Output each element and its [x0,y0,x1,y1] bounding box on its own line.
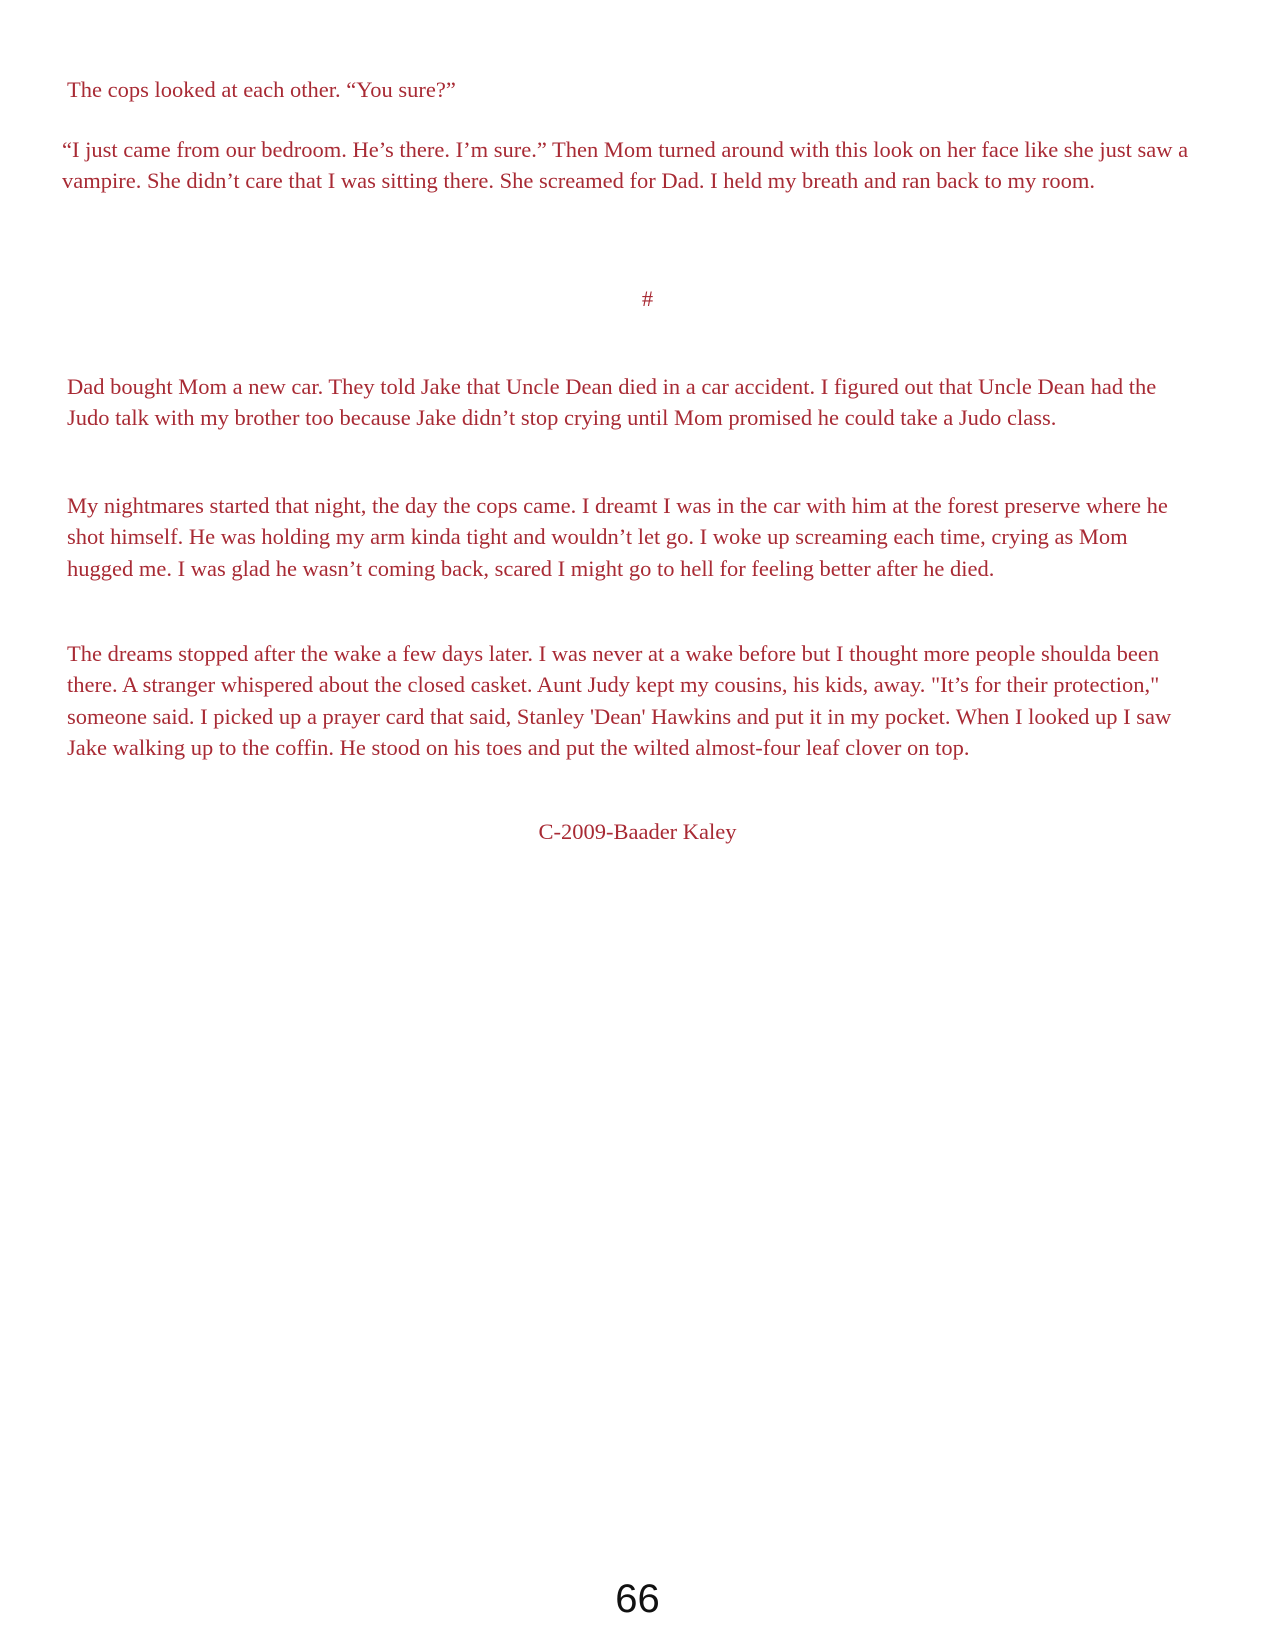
paragraph-wake: The dreams stopped after the wake a few days later. I was never at a wake before but I thought more people shoulda been there. A stranger whispered about the closed casket. Aunt Judy kept my cousins, his kids, away. "It’s for their protection," someone said. I picked up a prayer card that said, Stanley 'Dean' Hawkins and put it in my pocket. When I looked up I saw Jake walking up to the coffin. He stood on his toes and put the wilted almost-four leaf clover on top. [67,641,1172,760]
page-number: 66 [615,1577,660,1621]
copyright-line: C-2009-Baader Kaley [538,819,737,844]
paragraph-cops-question: The cops looked at each other. “You sure?” [67,77,456,102]
paragraph-new-car: Dad bought Mom a new car. They told Jake that Uncle Dean died in a car accident. I figured out that Uncle Dean had the Judo talk with my brother too because Jake didn’t stop crying until Mom promised he could take a Judo class. [67,374,1157,431]
paragraph-mom-bedroom: “I just came from our bedroom. He’s there. I’m sure.” Then Mom turned around with this look on her face like she just saw a vampire. She didn’t care that I was sitting there. She screamed for Dad. I held my breath and ran back to my room. [62,137,1189,194]
section-separator: # [641,286,654,311]
paragraph-nightmares: My nightmares started that night, the day the cops came. I dreamt I was in the car with him at the forest preserve where he shot himself. He was holding my arm kinda tight and wouldn’t let go. I woke up screaming each time, crying as Mom hugged me. I was glad he wasn’t coming back, scared I might go to hell for feeling better after he died. [67,493,1168,581]
